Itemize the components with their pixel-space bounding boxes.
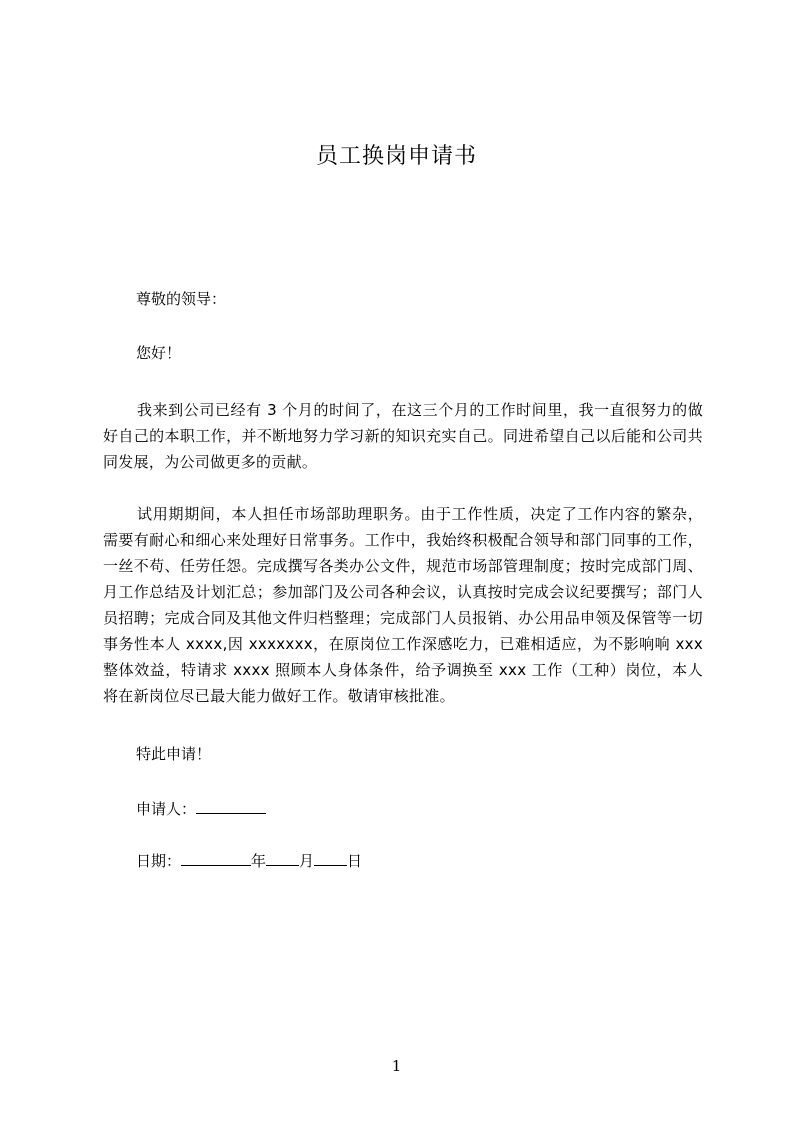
body-paragraph-1: 我来到公司已经有 3 个月的时间了，在这三个月的工作时间里，我一直很努力的做好自己的本职工作，并不断地努力学习新的知识充实自己。同进希望自己以后能和公司共同发展，为公司做更多的贡献。 (103, 401, 703, 471)
day-blank (314, 851, 347, 866)
applicant-line (136, 799, 266, 819)
salutation: 尊敬的领导： (136, 290, 227, 308)
body-paragraph-2: 试用期期间，本人担任市场部助理职务。由于工作性质，决定了工作内容的繁杂，需要有耐心和细心来处理好日常事务。工作中，我始终积极配合领导和部门同事的工作，一丝不苟、任劳任怨。完成撰写各类办公文件，规范市场部管理制度；按时完成部门周、月工作总结及计划汇总；参加部门及公司各种会议，认真按时完成会议纪要撰写；部门人员招聘；完成合同及其他文件归档整理；完成部门人员报销、办公用品申领及保管等一切事务性本人 xxxx,因 xxxxxxx，在原岗位工作深感吃力，已难相适应，为不影响响 xxx 整体效益，特请求 xxxx 照顾本人身体条件，给予调换至 xxx 工作（工种）岗位，本人将在新岗位尽已最大能力做好工作。敬请审核批准。 (103, 505, 703, 705)
day-label: 日 (347, 852, 363, 870)
date-line (136, 851, 362, 871)
year-label: 年 (251, 852, 267, 870)
closing-line: 特此申请！ (136, 745, 212, 763)
date-label: 日期： (136, 852, 182, 870)
greeting: 您好！ (136, 344, 182, 362)
month-blank (266, 851, 299, 866)
year-blank (181, 851, 251, 866)
month-label: 月 (299, 852, 315, 870)
applicant-label: 申请人： (136, 800, 197, 818)
document-title: 员工换岗申请书 (315, 144, 477, 169)
page-number: 1 (391, 1057, 402, 1075)
applicant-signature-blank (196, 799, 266, 814)
